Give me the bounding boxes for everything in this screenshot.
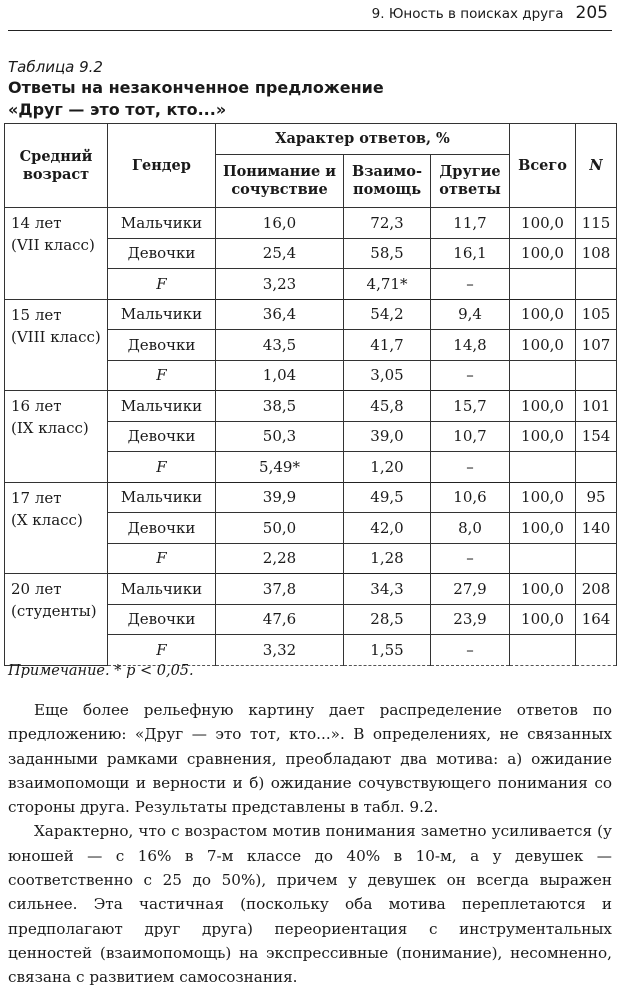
total-cell: 100,0 (510, 208, 576, 239)
running-head (372, 3, 608, 25)
other-cell: 10,7 (431, 421, 510, 452)
header-age: Средний возраст (5, 124, 108, 208)
table-body (5, 208, 617, 666)
n-cell: 105 (576, 299, 617, 330)
total-cell: 100,0 (510, 330, 576, 361)
total-cell (510, 635, 576, 666)
mutual-help-cell: 72,3 (344, 208, 431, 239)
other-cell: 9,4 (431, 299, 510, 330)
gender-cell: Девочки (108, 421, 216, 452)
n-cell: 154 (576, 421, 617, 452)
total-cell: 100,0 (510, 391, 576, 422)
gender-cell: Мальчики (108, 299, 216, 330)
understanding-cell: 39,9 (216, 482, 344, 513)
header-n: N (576, 124, 617, 208)
age-years: 14 лет (11, 214, 62, 232)
total-cell (510, 452, 576, 483)
understanding-cell: 3,23 (216, 269, 344, 300)
understanding-cell: 2,28 (216, 543, 344, 574)
age-class: (IX класс) (11, 419, 89, 437)
age-years: 17 лет (11, 488, 62, 507)
gender-cell: Девочки (108, 238, 216, 269)
understanding-cell: 16,0 (216, 208, 344, 239)
table-note: Примечание. * p < 0,05. (8, 663, 194, 679)
mutual-help-cell: 39,0 (344, 421, 431, 452)
header-response-type: Характер ответов, % (216, 124, 510, 155)
gender-cell: Мальчики (108, 482, 216, 513)
mutual-help-cell: 34,3 (344, 574, 431, 605)
header-other: Другие ответы (431, 155, 510, 208)
table-row (5, 482, 617, 513)
page-number: 205 (575, 3, 608, 23)
understanding-cell: 37,8 (216, 574, 344, 605)
mutual-help-cell: 49,5 (344, 482, 431, 513)
other-cell: – (431, 269, 510, 300)
mutual-help-cell: 1,20 (344, 452, 431, 483)
table-title-line: «Друг — это тот, кто...» (8, 100, 227, 119)
understanding-cell: 3,32 (216, 635, 344, 666)
total-cell (510, 269, 576, 300)
understanding-cell: 5,49* (216, 452, 344, 483)
understanding-cell: 38,5 (216, 391, 344, 422)
age-years: 15 лет (11, 305, 62, 324)
understanding-cell: 43,5 (216, 330, 344, 361)
age-class: (VII класс) (11, 236, 95, 254)
other-cell: – (431, 452, 510, 483)
header-mutual-help: Взаимо-помощь (344, 155, 431, 208)
total-cell (510, 360, 576, 391)
total-cell: 100,0 (510, 604, 576, 635)
gender-cell: Девочки (108, 513, 216, 544)
understanding-cell: 1,04 (216, 360, 344, 391)
n-cell: 208 (576, 574, 617, 605)
other-cell: 23,9 (431, 604, 510, 635)
age-cell (5, 208, 108, 300)
age-cell (5, 299, 108, 391)
other-cell: 11,7 (431, 208, 510, 239)
gender-cell: Мальчики (108, 208, 216, 239)
understanding-cell: 25,4 (216, 238, 344, 269)
gender-cell: Девочки (108, 330, 216, 361)
age-class: (студенты) (11, 602, 97, 620)
n-cell (576, 360, 617, 391)
age-class: (VIII класс) (11, 327, 101, 346)
table-label: Таблица 9.2 (8, 58, 103, 76)
understanding-cell: 50,0 (216, 513, 344, 544)
n-cell: 115 (576, 208, 617, 239)
other-cell: 27,9 (431, 574, 510, 605)
n-cell (576, 269, 617, 300)
header-total: Всего (510, 124, 576, 208)
n-cell: 164 (576, 604, 617, 635)
header-understanding: Понимание и сочувствие (216, 155, 344, 208)
gender-cell: Девочки (108, 604, 216, 635)
understanding-cell: 36,4 (216, 299, 344, 330)
header-gender: Гендер (108, 124, 216, 208)
n-cell: 95 (576, 482, 617, 513)
total-cell: 100,0 (510, 574, 576, 605)
total-cell: 100,0 (510, 482, 576, 513)
table-title-line: Ответы на незаконченное предложение (8, 78, 384, 97)
mutual-help-cell: 41,7 (344, 330, 431, 361)
mutual-help-cell: 42,0 (344, 513, 431, 544)
mutual-help-cell: 4,71* (344, 269, 431, 300)
other-cell: 8,0 (431, 513, 510, 544)
n-cell: 108 (576, 238, 617, 269)
gender-cell: Мальчики (108, 574, 216, 605)
n-cell: 101 (576, 391, 617, 422)
total-cell: 100,0 (510, 421, 576, 452)
age-cell (5, 391, 108, 483)
gender-cell: Мальчики (108, 391, 216, 422)
other-cell: – (431, 360, 510, 391)
mutual-help-cell: 3,05 (344, 360, 431, 391)
other-cell: 14,8 (431, 330, 510, 361)
age-cell (5, 482, 108, 574)
body-text (8, 698, 612, 990)
total-cell: 100,0 (510, 299, 576, 330)
gender-cell: F (108, 635, 216, 666)
mutual-help-cell: 58,5 (344, 238, 431, 269)
paragraph: Еще более рельефную картину дает распределение ответов по предложению: «Друг — это тот, кто...». В определениях, не связанных заданными рамками сравнения, преобладают два мотива: а) ожидание взаимопомощи и верности и б) ожидание сочувствующего понимания со стороны друга. Результаты представлены в табл. 9.2. (8, 701, 612, 817)
gender-cell: F (108, 452, 216, 483)
other-cell: 10,6 (431, 482, 510, 513)
other-cell: – (431, 543, 510, 574)
paragraph: Характерно, что с возрастом мотив понимания заметно усиливается (у юношей — с 16% в 7-м классе до 40% в 10-м, а у девушек — соответственно с 25 до 50%), причем у девушек он всегда выражен сильнее. Эта частичная (поскольку оба мотива переплетаются и предполагают друг друга) переориентация с инструментальных ценностей (взаимопомощь) на экспрессивные (понимание), несомненно, связана с развитием самосознания. (8, 822, 612, 987)
mutual-help-cell: 54,2 (344, 299, 431, 330)
other-cell: – (431, 635, 510, 666)
total-cell: 100,0 (510, 513, 576, 544)
mutual-help-cell: 1,55 (344, 635, 431, 666)
other-cell: 16,1 (431, 238, 510, 269)
gender-cell: F (108, 360, 216, 391)
age-class: (X класс) (11, 510, 83, 529)
table-row (5, 574, 617, 605)
mutual-help-cell: 45,8 (344, 391, 431, 422)
mutual-help-cell: 1,28 (344, 543, 431, 574)
n-cell (576, 635, 617, 666)
other-cell: 15,7 (431, 391, 510, 422)
n-cell: 140 (576, 513, 617, 544)
gender-cell: F (108, 269, 216, 300)
table-row (5, 208, 617, 239)
age-cell (5, 574, 108, 666)
n-cell (576, 452, 617, 483)
understanding-cell: 47,6 (216, 604, 344, 635)
age-years: 16 лет (11, 397, 62, 415)
n-cell (576, 543, 617, 574)
n-cell: 107 (576, 330, 617, 361)
total-cell: 100,0 (510, 238, 576, 269)
table-row (5, 299, 617, 330)
mutual-help-cell: 28,5 (344, 604, 431, 635)
table-title (8, 77, 608, 121)
header-rule (8, 30, 612, 31)
gender-cell: F (108, 543, 216, 574)
chapter-title: 9. Юность в поисках друга (371, 6, 564, 22)
age-years: 20 лет (11, 580, 62, 598)
understanding-cell: 50,3 (216, 421, 344, 452)
responses-table (4, 123, 617, 666)
table-row (5, 391, 617, 422)
total-cell (510, 543, 576, 574)
